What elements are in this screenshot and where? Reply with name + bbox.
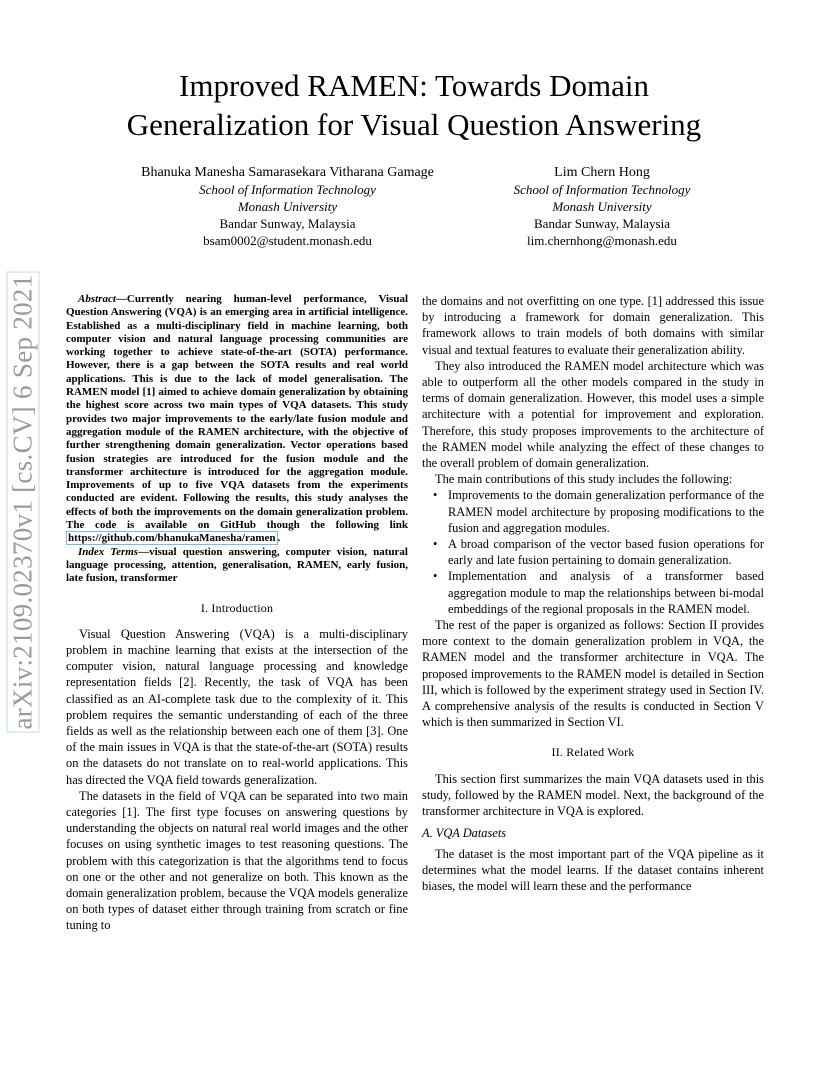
- author-name: Bhanuka Manesha Samarasekara Vitharana Gamage: [141, 165, 434, 180]
- contributions-list: [422, 487, 764, 617]
- paper-title: [60, 66, 768, 144]
- index-terms-label: Index Terms: [78, 545, 139, 558]
- intro-paragraph-3: They also introduced the RAMEN model architecture which was able to outperform all the other models compared in the study in terms of domain generalization. However, this model uses a simple architecture with a potential for improvement and exploration. Therefore, this study proposes improvements to the architecture of the RAMEN model while analyzing the effect of these changes to the overall problem of domain generalization.: [422, 358, 764, 471]
- right-column: [422, 293, 764, 894]
- related-paragraph-2: The dataset is the most important part of the VQA pipeline as it determines what the model learns. If the dataset contains inherent biases, the model will learn these and the performance: [422, 846, 764, 893]
- list-item: • Implementation and analysis of a transformer based aggregation module to map the relationships between bi-modal embeddings of the regional proposals in the RAMEN model.: [448, 568, 764, 617]
- intro-paragraph-1: Visual Question Answering (VQA) is a multi-disciplinary problem in machine learning that exists at the intersection of the computer vision, natural language processing and knowledge representation fields [2]. Recently, the task of VQA has been classified as an AI-complete task due to the complexity of it. This problem requires the semantic understanding of each of the three fields as well as the relationship between each one of them [3]. One of the main issues in VQA is that the state-of-the-art (SOTA) results on the datasets do not translate on to real-world applications. This has directed the VQA field towards generalization.: [66, 626, 408, 787]
- author-email[interactable]: bsam0002@student.monash.edu: [203, 233, 372, 248]
- author-school: School of Information Technology: [199, 182, 376, 197]
- author-university: Monash University: [237, 199, 338, 214]
- related-paragraph-1: This section first summarizes the main VQA datasets used in this study, followed by the RAMEN model. Next, the background of the transformer architecture in VQA is explored.: [422, 771, 764, 819]
- arxiv-stamp: [0, 262, 46, 742]
- abstract-end: .: [277, 532, 281, 545]
- index-terms: [66, 546, 408, 586]
- section-heading-related-work: II. Related Work: [551, 745, 635, 760]
- intro-paragraph-5: The rest of the paper is organized as follows: Section II provides more context to the domain generalization problem in VQA, the RAMEN model and the transformer architecture in VQA. The proposed improvements to the RAMEN model is detailed in Section III, which is followed by the experiment strategy used in Section IV. A comprehensive analysis of the results is conducted in Section V which is then summarized in Section VI.: [422, 618, 764, 730]
- section-heading-introduction: I. Introduction: [200, 600, 274, 615]
- author-block-1: [110, 164, 465, 249]
- index-terms-text: —visual question answering, computer vision, natural language processing, attention, generalisation, RAMEN, early fusion, late fusion, transformer: [66, 545, 408, 585]
- github-link[interactable]: https://github.com/bhanukaManesha/ramen: [68, 532, 276, 545]
- left-column: [66, 293, 408, 934]
- abstract-label: Abstract: [78, 293, 116, 305]
- author-location: Bandar Sunway, Malaysia: [534, 216, 670, 231]
- title-line-2: Generalization for Visual Question Answering: [126, 107, 702, 142]
- author-name: Lim Chern Hong: [554, 165, 650, 180]
- author-school: School of Information Technology: [513, 182, 691, 197]
- list-item: • A broad comparison of the vector based fusion operations for early and late fusion pertaining to domain generalization.: [448, 536, 764, 568]
- subsection-heading-vqa-datasets: A. VQA Datasets: [422, 826, 507, 841]
- list-item: • Improvements to the domain generalization performance of the RAMEN model architecture by proposing modifications to the fusion and aggregation modules.: [448, 487, 764, 536]
- arxiv-id[interactable]: arXiv:2109.02370v1 [cs.CV] 6 Sep 2021: [7, 271, 40, 732]
- author-email[interactable]: lim.chernhong@monash.edu: [527, 233, 677, 248]
- author-location: Bandar Sunway, Malaysia: [219, 216, 356, 231]
- title-line-1: Improved RAMEN: Towards Domain: [179, 68, 649, 103]
- intro-paragraph-2: The datasets in the field of VQA can be separated into two main categories [1]. The first type focuses on answering questions by understanding the objects on natural real world images and the other focuses on using synthetic images to test reasoning questions. The problem with this categorization is that the algorithms tend to focus on one or the other and not generalize on both. This known as the domain generalization problem, because the VQA models generalize on both types of dataset either through training from scratch or fine tuning to: [66, 788, 408, 933]
- author-university: Monash University: [552, 199, 652, 214]
- intro-paragraph-2-cont: the domains and not overfitting on one type. [1] addressed this issue by introducing a framework for domain generalization. This framework allows to train models of both domains with similar visual and textual features to evaluate their generalization ability.: [422, 294, 764, 357]
- abstract-text: —Currently nearing human-level performance, Visual Question Answering (VQA) is an emerging area in artificial intelligence. Established as a multi-disciplinary field in machine learning, both computer vision and natural language processing communities are working together to achieve state-of-the-art (SOTA) performance. However, there is a gap between the SOTA results and real world applications. This is due to the lack of model generalisation. The RAMEN model [1] aimed to achieve domain generalization by obtaining the highest score across two main types of VQA datasets. This study provides two major improvements to the early/late fusion module and aggregation module of the RAMEN architecture, with the objective of further strengthening domain generalization. Vector operations based fusion strategies are introduced for the fusion module and the transformer architecture is introduced for the aggregation module. Improvements of up to five VQA datasets from the experiments conducted are evident. Following the results, this study analyses the effects of both the improvements on the domain generalization problem. The code is available on GitHub though the following link: [66, 293, 408, 532]
- abstract: [66, 293, 408, 546]
- author-block-2: [482, 164, 722, 249]
- intro-paragraph-4: The main contributions of this study includes the following:: [435, 472, 733, 487]
